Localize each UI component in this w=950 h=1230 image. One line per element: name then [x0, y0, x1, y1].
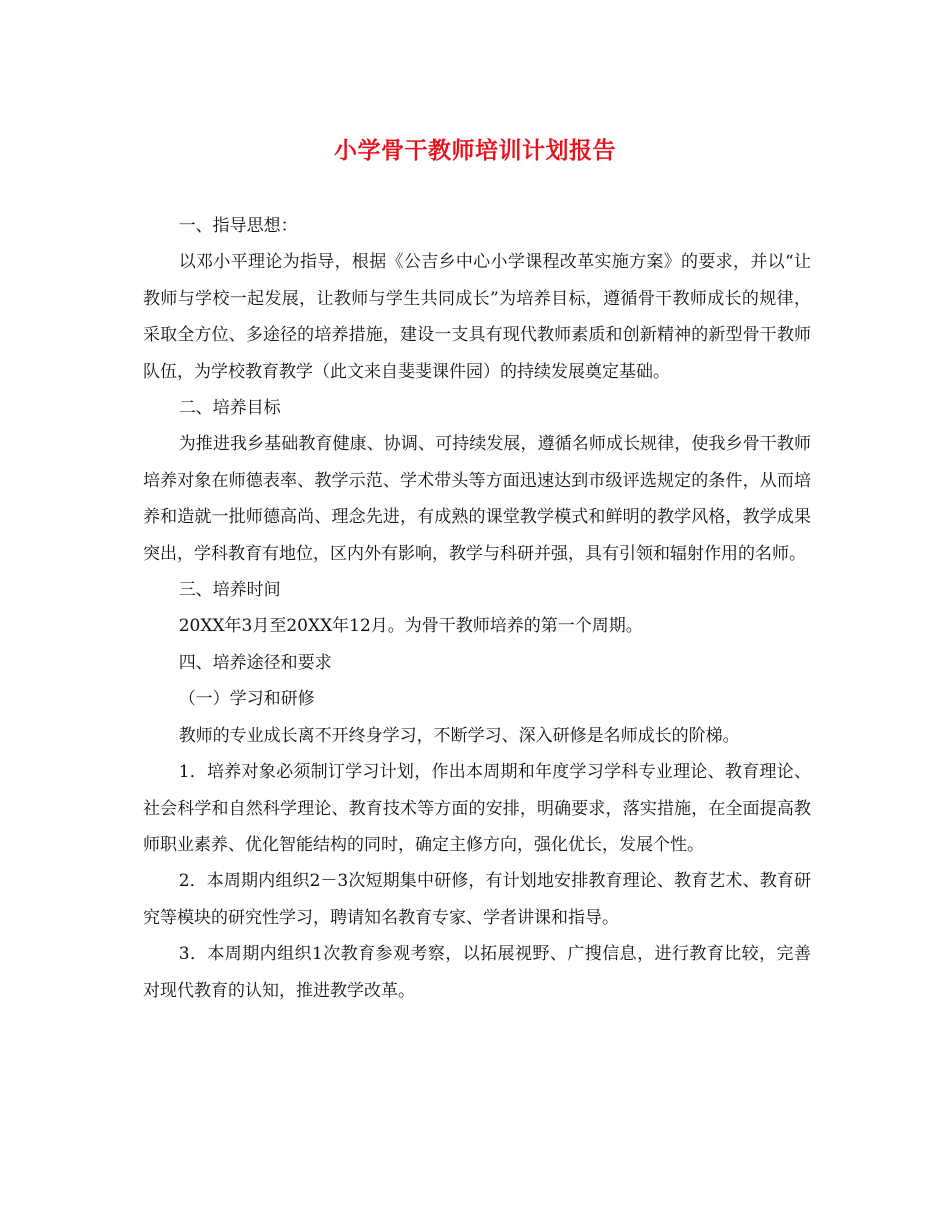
- list-item-1: 1．培养对象必须制订学习计划，作出本周期和年度学习学科专业理论、教育理论、社会科学和自然科学理论、教育技术等方面的安排，明确要求，落实措施，在全面提高教师职业素养、优化智能结构的同时，确定主修方向，强化优长，发展个性。: [143, 762, 811, 855]
- paragraph-training-goal: 为推进我乡基础教育健康、协调、可持续发展，遵循名师成长规律，使我乡骨干教师培养对象在师德表率、教学示范、学术带头等方面迅速达到市级评选规定的条件，从而培养和造就一批师德高尚、理念先进，有成熟的课堂教学模式和鲜明的教学风格，教学成果突出，学科教育有地位，区内外有影响，教学与科研并强，具有引领和辐射作用的名师。: [143, 434, 811, 564]
- subsection-heading-1: （一）学习和研修: [178, 689, 315, 710]
- section-heading-4: 四、培养途径和要求: [178, 652, 332, 673]
- paragraph-guiding-thought: 以邓小平理论为指导，根据《公吉乡中心小学课程改革实施方案》的要求，并以“让教师与学校一起发展，让教师与学生共同成长”为培养目标，遵循骨干教师成长的规律，采取全方位、多途径的培养措施，建设一支具有现代教师素质和创新精神的新型骨干教师队伍，为学校教育教学（此文来自斐斐课件园）的持续发展奠定基础。: [143, 252, 811, 382]
- paragraph-study-intro: 教师的专业成长离不开终身学习，不断学习、深入研修是名师成长的阶梯。: [178, 725, 740, 746]
- section-heading-2: 二、培养目标: [178, 398, 281, 419]
- section-heading-3: 三、培养时间: [178, 580, 281, 601]
- list-item-3: 3．本周期内组织1次教育参观考察，以拓展视野、广搜信息，进行教育比较，完善对现代教育的认知，推进教学改革。: [143, 944, 811, 1001]
- document-title: 小学骨干教师培训计划报告: [334, 137, 616, 164]
- document-body: [143, 208, 811, 1009]
- list-item-2: 2．本周期内组织2－3次短期集中研修，有计划地安排教育理论、教育艺术、教育研究等模块的研究性学习，聘请知名教育专家、学者讲课和指导。: [143, 871, 811, 928]
- section-heading-1: 一、指导思想：: [178, 216, 298, 236]
- paragraph-training-time: 20XX年3月至20XX年12月。为骨干教师培养的第一个周期。: [178, 616, 643, 637]
